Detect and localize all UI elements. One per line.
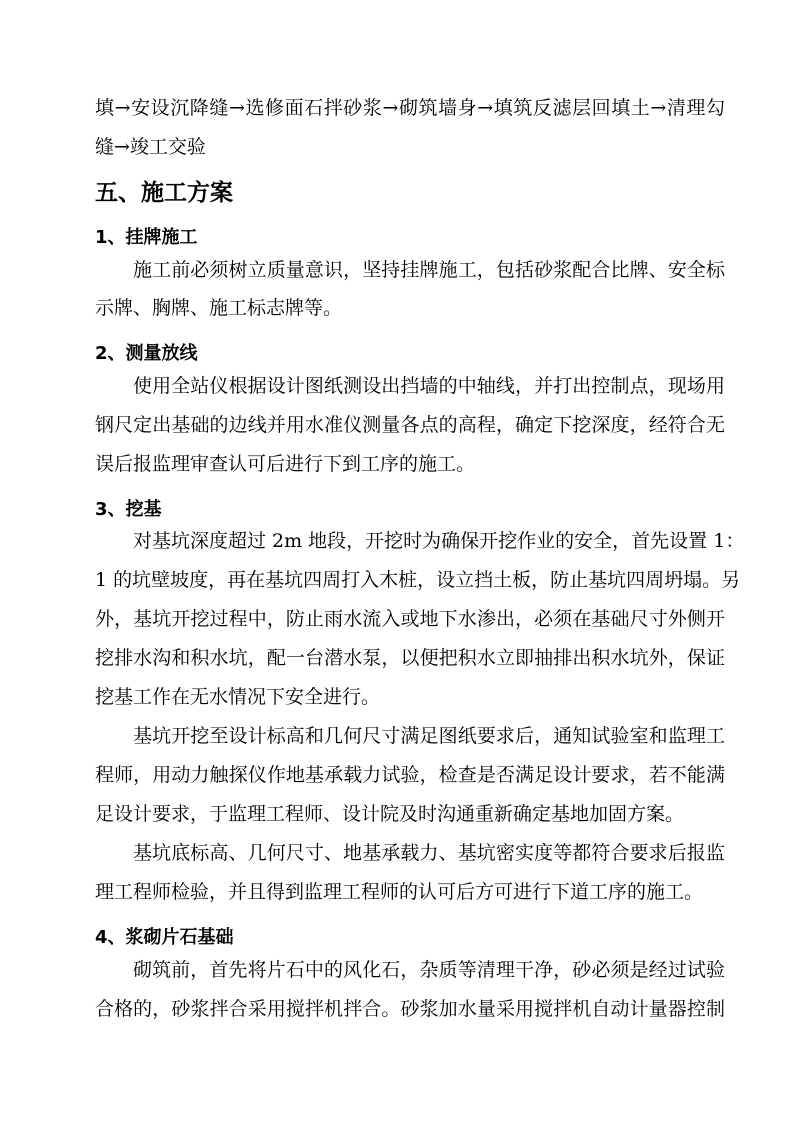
text-line: 误后报监理审查认可后进行下到工序的施工。 bbox=[95, 453, 476, 475]
text-line: 挖基工作在无水情况下安全进行。 bbox=[95, 686, 381, 708]
text-line: 砌筑前，首先将片石中的风化石，杂质等清理干净，砂必须是经过试验 bbox=[133, 959, 725, 981]
section-title: 五、施工方案 bbox=[95, 180, 233, 206]
subsection-heading: 4、浆砌片石基础 bbox=[95, 927, 234, 948]
text-line: 1 的坑壁坡度，再在基坑四周打入木桩，设立挡土板，防止基坑四周坍塌。另 bbox=[95, 569, 741, 591]
text-line: 钢尺定出基础的边线并用水准仪测量各点的高程，确定下挖深度，经符合无 bbox=[95, 414, 725, 436]
text-line: 对基坑深度超过 2m 地段，开挖时为确保开挖作业的安全，首先设置 1： bbox=[133, 530, 745, 552]
text-line: 挖排水沟和积水坑，配一台潜水泵，以便把积水立即抽排出积水坑外，保证 bbox=[95, 647, 725, 669]
text-line: 合格的，砂浆拌合采用搅拌机拌合。砂浆加水量采用搅拌机自动计量器控制 bbox=[95, 998, 725, 1020]
text-line: 施工前必须树立质量意识，坚持挂牌施工，包括砂浆配合比牌、安全标 bbox=[133, 259, 725, 281]
subsection-heading: 3、挖基 bbox=[95, 499, 162, 520]
text-line: 足设计要求，于监理工程师、设计院及时沟通重新确定基地加固方案。 bbox=[95, 803, 685, 825]
text-line: 程师，用动力触探仪作地基承载力试验，检查是否满足设计要求，若不能满 bbox=[95, 764, 725, 786]
text-line: 基坑开挖至设计标高和几何尺寸满足图纸要求后，通知试验室和监理工 bbox=[133, 725, 725, 747]
text-line: 理工程师检验，并且得到监理工程师的认可后方可进行下道工序的施工。 bbox=[95, 881, 704, 903]
subsection-heading: 1、挂牌施工 bbox=[95, 227, 198, 248]
text-line: 示牌、胸牌、施工标志牌等。 bbox=[95, 297, 343, 319]
subsection-heading: 2、测量放线 bbox=[95, 343, 198, 364]
text-line: 使用全站仪根据设计图纸测设出挡墙的中轴线，并打出控制点，现场用 bbox=[133, 375, 725, 397]
text-line: 缝→竣工交验 bbox=[95, 136, 206, 158]
text-line: 外，基坑开挖过程中，防止雨水流入或地下水渗出，必须在基础尺寸外侧开 bbox=[95, 608, 725, 630]
text-line: 基坑底标高、几何尺寸、地基承载力、基坑密实度等都符合要求后报监 bbox=[133, 842, 725, 864]
text-line: 填→安设沉降缝→选修面石拌砂浆→砌筑墙身→填筑反滤层回填土→清理勾 bbox=[95, 97, 725, 119]
